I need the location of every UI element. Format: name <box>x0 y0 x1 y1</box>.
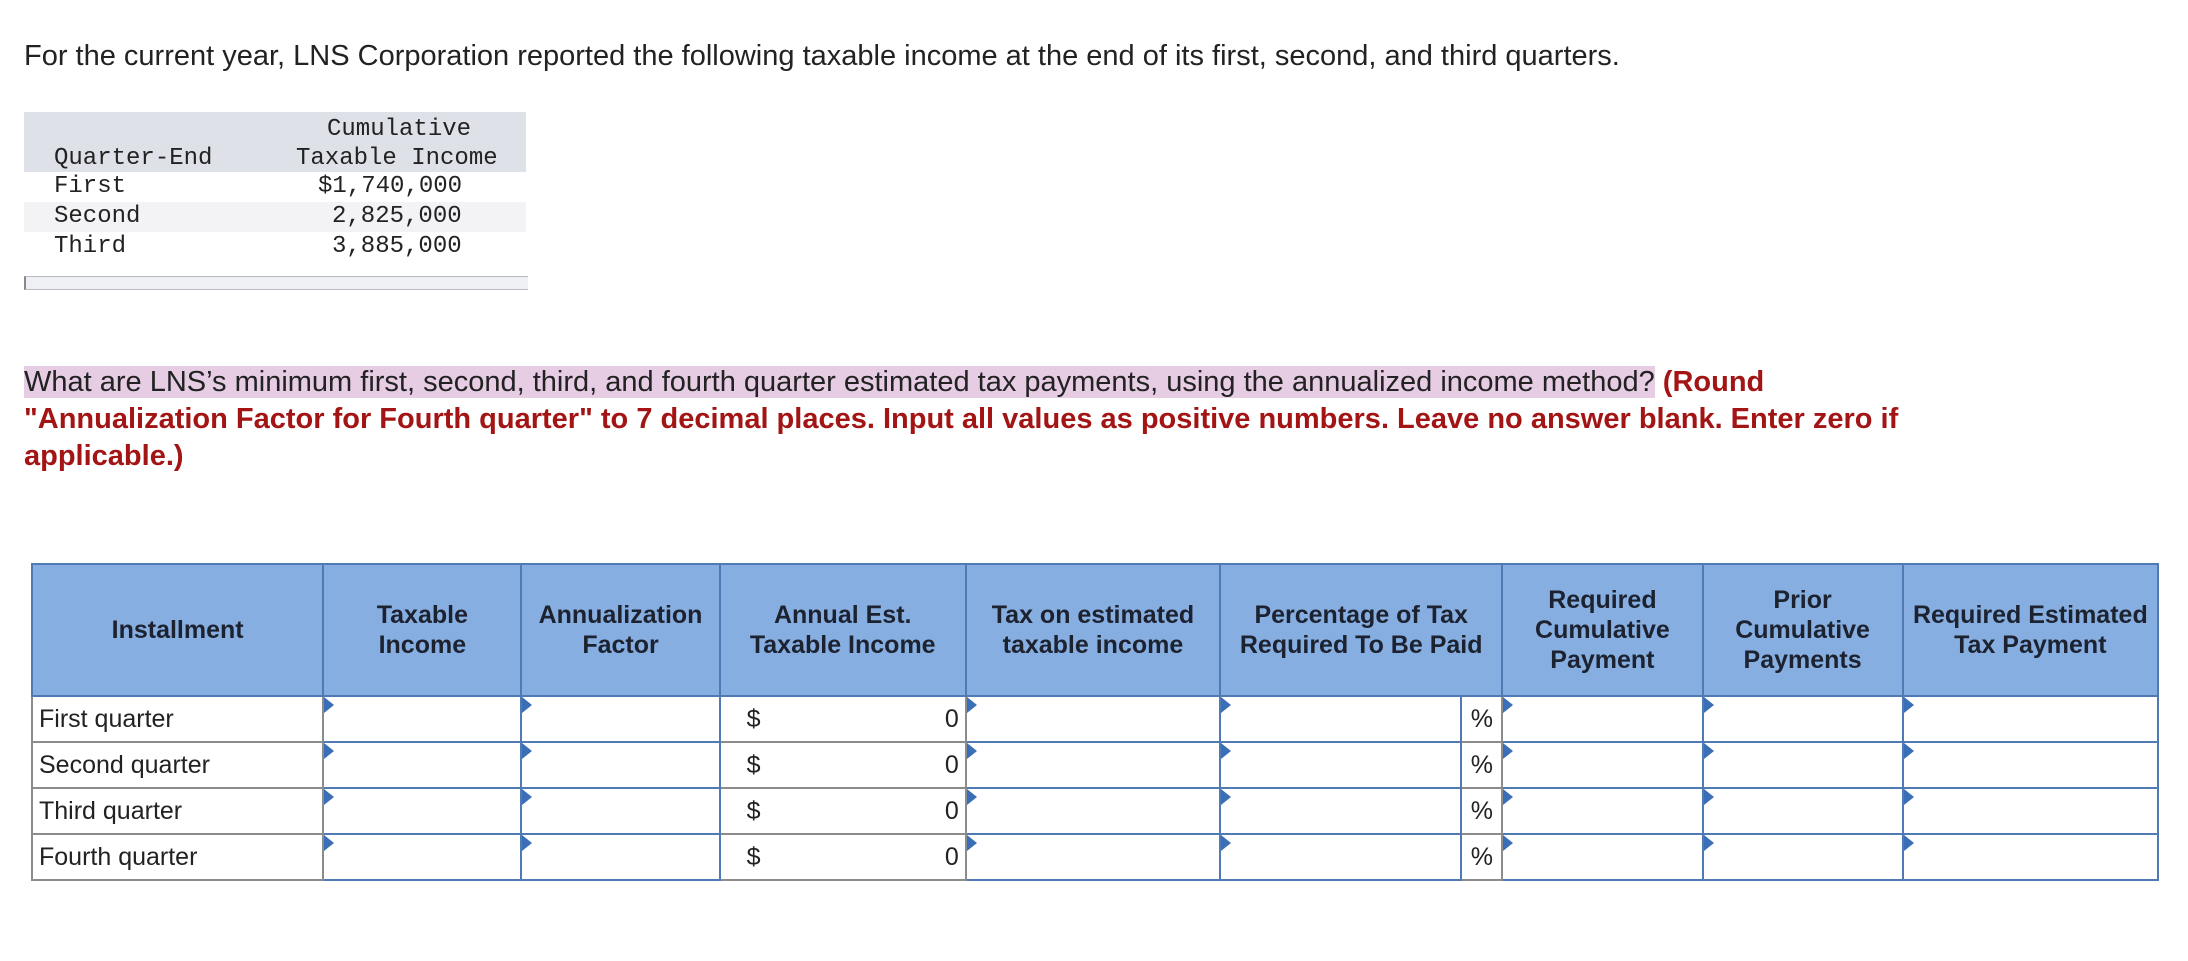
pct-required-input[interactable] <box>1221 697 1460 741</box>
tax-on-est-cell[interactable] <box>966 834 1220 880</box>
header-required-cumulative: Required Cumulative Payment <box>1502 564 1702 696</box>
answer-grid <box>31 563 2159 881</box>
annual-est-value: 0 <box>944 797 959 825</box>
header-annualization-factor: Annualization Factor <box>521 564 719 696</box>
required-cumulative-input[interactable] <box>1503 743 1701 787</box>
required-estimated-cell[interactable] <box>1903 696 2158 742</box>
tax-on-est-input[interactable] <box>967 789 1219 833</box>
header-required-estimated: Required Estimated Tax Payment <box>1903 564 2158 696</box>
required-estimated-input[interactable] <box>1904 743 2157 787</box>
grid-row-second-quarter <box>32 742 2158 788</box>
header-cumulative: Cumulative <box>327 116 472 143</box>
quarter-label: Second <box>54 203 141 230</box>
header-annual-est-taxable-income: Annual Est. Taxable Income <box>720 564 966 696</box>
currency-sign: $ <box>746 843 761 871</box>
prior-cumulative-cell[interactable] <box>1703 696 1903 742</box>
required-cumulative-input[interactable] <box>1503 789 1701 833</box>
annualization-factor-input[interactable] <box>522 697 718 741</box>
income-value: $1,740,000 <box>318 173 463 200</box>
table-row <box>24 202 526 232</box>
required-estimated-input[interactable] <box>1904 789 2157 833</box>
question-prompt: What are LNS’s minimum first, second, third, and fourth quarter estimated tax payments, using the annualized income method? <box>24 366 1655 398</box>
annualization-factor-input[interactable] <box>522 743 718 787</box>
annual-est-value: 0 <box>944 705 959 733</box>
required-estimated-input[interactable] <box>1904 697 2157 741</box>
required-cumulative-input[interactable] <box>1503 697 1701 741</box>
prior-cumulative-input[interactable] <box>1704 789 1902 833</box>
prior-cumulative-cell[interactable] <box>1703 788 1903 834</box>
percent-sign: % <box>1461 834 1502 880</box>
currency-sign: $ <box>746 705 761 733</box>
pct-required-cell[interactable] <box>1220 834 1461 880</box>
header-percentage-required: Percentage of Tax Required To Be Paid <box>1220 564 1502 696</box>
pct-required-cell[interactable] <box>1220 788 1461 834</box>
income-value: 3,885,000 <box>332 233 462 260</box>
annualization-factor-input[interactable] <box>522 789 718 833</box>
percent-sign: % <box>1461 788 1502 834</box>
taxable-income-input[interactable] <box>324 743 520 787</box>
required-estimated-input[interactable] <box>1904 835 2157 879</box>
annual-est-cell <box>720 834 966 880</box>
annual-est-cell <box>720 696 966 742</box>
annual-est-value: 0 <box>944 843 959 871</box>
prior-cumulative-input[interactable] <box>1704 835 1902 879</box>
grid-row-first-quarter <box>32 696 2158 742</box>
percent-sign: % <box>1461 696 1502 742</box>
required-estimated-cell[interactable] <box>1903 834 2158 880</box>
currency-sign: $ <box>746 797 761 825</box>
currency-sign: $ <box>746 751 761 779</box>
taxable-income-input[interactable] <box>324 835 520 879</box>
annualization-factor-cell[interactable] <box>521 696 719 742</box>
required-cumulative-cell[interactable] <box>1502 834 1702 880</box>
header-prior-cumulative: Prior Cumulative Payments <box>1703 564 1903 696</box>
taxable-income-input[interactable] <box>324 697 520 741</box>
pct-required-input[interactable] <box>1221 789 1460 833</box>
required-cumulative-input[interactable] <box>1503 835 1701 879</box>
question-text <box>24 364 1954 475</box>
prior-cumulative-input[interactable] <box>1704 743 1902 787</box>
quarter-label: First <box>54 173 127 200</box>
annualization-factor-cell[interactable] <box>521 834 719 880</box>
annualization-factor-cell[interactable] <box>521 788 719 834</box>
header-taxable-income: Taxable Income <box>296 145 498 172</box>
taxable-income-cell[interactable] <box>323 788 521 834</box>
annualization-factor-cell[interactable] <box>521 742 719 788</box>
taxable-income-input[interactable] <box>324 789 520 833</box>
required-estimated-cell[interactable] <box>1903 788 2158 834</box>
tax-on-est-input[interactable] <box>967 697 1219 741</box>
grid-header-row <box>32 564 2158 696</box>
annual-est-cell <box>720 742 966 788</box>
intro-text: For the current year, LNS Corporation reported the following taxable income at the end of its first, second, and third quarters. <box>24 40 1620 72</box>
tax-on-est-input[interactable] <box>967 743 1219 787</box>
tax-on-est-cell[interactable] <box>966 696 1220 742</box>
header-installment: Installment <box>32 564 323 696</box>
installment-label: Third quarter <box>32 788 323 834</box>
income-value: 2,825,000 <box>332 203 462 230</box>
taxable-income-cell[interactable] <box>323 834 521 880</box>
tax-on-est-cell[interactable] <box>966 788 1220 834</box>
table-row <box>24 232 526 262</box>
tax-on-est-input[interactable] <box>967 835 1219 879</box>
header-tax-on-estimated-income: Tax on estimated taxable income <box>966 564 1220 696</box>
header-taxable-income: Taxable Income <box>323 564 521 696</box>
pct-required-input[interactable] <box>1221 743 1460 787</box>
annual-est-cell <box>720 788 966 834</box>
taxable-income-cell[interactable] <box>323 742 521 788</box>
pct-required-cell[interactable] <box>1220 696 1461 742</box>
annualization-factor-input[interactable] <box>522 835 718 879</box>
percent-sign: % <box>1461 742 1502 788</box>
installment-label: Fourth quarter <box>32 834 323 880</box>
pct-required-input[interactable] <box>1221 835 1460 879</box>
taxable-income-cell[interactable] <box>323 696 521 742</box>
prior-cumulative-cell[interactable] <box>1703 742 1903 788</box>
quarter-label: Third <box>54 233 127 260</box>
grid-row-fourth-quarter <box>32 834 2158 880</box>
grid-row-third-quarter <box>32 788 2158 834</box>
tax-on-est-cell[interactable] <box>966 742 1220 788</box>
question-instruction: (Round "Annualization Factor for Fourth quarter" to 7 decimal places. Input all values as positive numbers. Leave no answer blank. Enter zero if applicable.) <box>24 366 1899 472</box>
table-scrollbar[interactable] <box>24 276 528 290</box>
annual-est-value: 0 <box>944 751 959 779</box>
required-cumulative-cell[interactable] <box>1502 788 1702 834</box>
installment-label: Second quarter <box>32 742 323 788</box>
installment-label: First quarter <box>32 696 323 742</box>
pct-required-cell[interactable] <box>1220 742 1461 788</box>
taxable-income-table <box>24 112 526 290</box>
prior-cumulative-input[interactable] <box>1704 697 1902 741</box>
required-estimated-cell[interactable] <box>1903 742 2158 788</box>
table-row <box>24 172 526 202</box>
required-cumulative-cell[interactable] <box>1502 742 1702 788</box>
prior-cumulative-cell[interactable] <box>1703 834 1903 880</box>
header-quarter-end: Quarter-End <box>54 145 213 172</box>
required-cumulative-cell[interactable] <box>1502 696 1702 742</box>
